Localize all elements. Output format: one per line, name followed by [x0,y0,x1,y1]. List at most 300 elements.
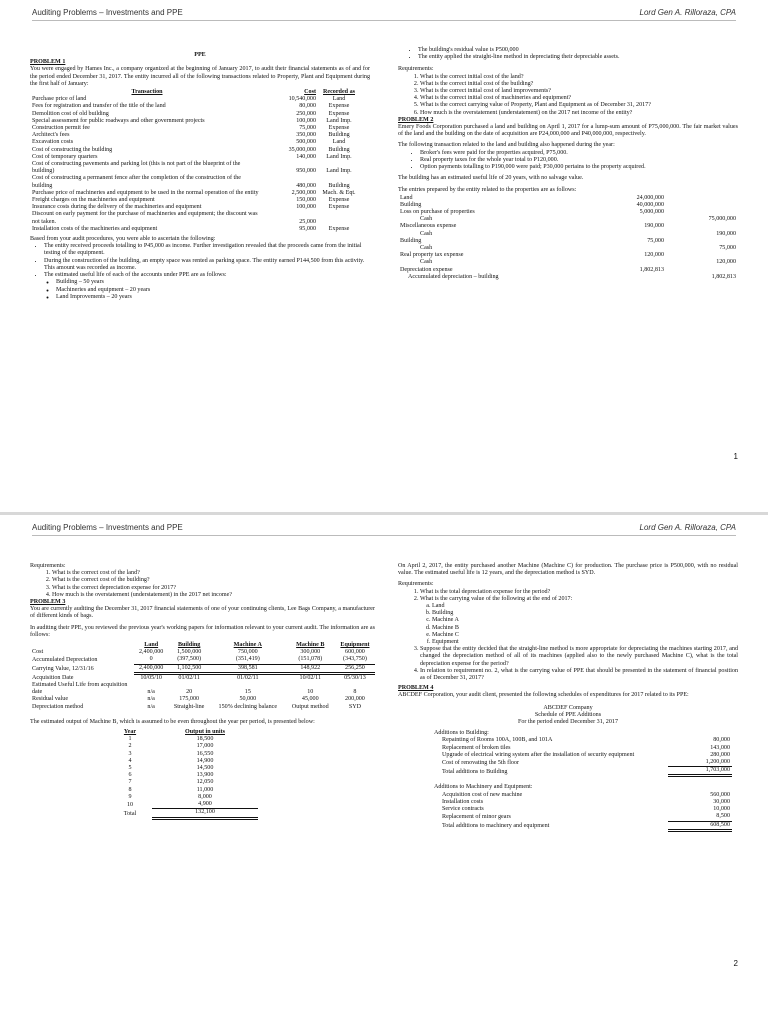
tx-cell-cost: 100,000 [296,204,316,211]
table-row [398,195,738,202]
output-year: 3 [128,750,132,757]
tx-cell-recorded: Expense [328,204,350,211]
table-row [432,806,732,813]
problem-2-entries-intro: The entries prepared by the entity related to the properties are as follows: [398,187,577,194]
table-row [108,736,258,743]
tx-cell-cost: 25,000 [299,218,316,225]
requirements-title: Requirements: [398,581,434,588]
tx-cell-cost: 10,540,000 [288,96,316,103]
entry-credit [666,267,738,274]
table-row [432,799,732,806]
table-row [108,758,258,765]
requirement-sub-item: c. Machine A [432,617,738,624]
entry-debit: 190,000 [644,223,664,230]
table-row [432,745,732,752]
requirement-item: 1. What is the correct initial cost of the land? [420,74,738,81]
entry-debit [592,216,666,223]
ppe-cell: 175,000 [179,696,200,703]
table-row [30,111,360,118]
useful-life-item: ◦ Machineries and equipment – 20 years [56,287,370,294]
problem-2-bullet: • Option payments totalling to P190,000 were paid; P30,000 pertains to the property acquired. [420,164,738,171]
entry-debit [592,259,666,266]
tx-cell-cost: 250,000 [296,110,316,117]
tx-cell-transaction: Cost of constructing pavements and parking lot (this is not part of the blueprint of the building) [32,161,241,175]
table-row [432,752,732,759]
header-left: Auditing Problems – Investments and PPE [32,523,183,532]
output-total-value: 132,100 [152,809,258,818]
tx-cell-recorded [318,211,360,225]
table-row [398,245,738,252]
tx-cell-recorded: Land Imp. [326,117,352,124]
requirement-item: 4. In relation to requirement no. 2, what is the carrying value of PPE that should be presented in the statement of financial position as of December 31, 2017? [420,668,738,682]
requirement-item: 3. What is the correct depreciation expense for 2017? [52,585,375,592]
useful-life-item: ◦ Land Improvements – 20 years [56,294,370,301]
tx-cell-transaction: Cost of constructing a permanent fence after the completion of the construction of the building [32,175,241,189]
entry-credit [666,209,738,216]
entry-account: Cash [420,259,433,266]
requirements-title: Requirements: [30,563,66,569]
tx-cell-recorded: Mach. & Eqt. [322,189,356,196]
problem-2-intro: Emery Foods Corporation purchased a land and building on April 1, 2017 for a lump-sum amount of P75,000,000. The fair market values of the land and the building on the date of acquisition are P24,000,000 and P40,000,000, respectively. [398,124,738,138]
output-units: 14,900 [196,757,214,764]
ppe-cell: 2,400,000 [138,649,164,656]
requirement-item: 5. What is the correct carrying value of Property, Plant and Equipment as of December 31, 2017? [420,102,738,109]
table-row [108,794,258,801]
building-additions-table [432,730,732,777]
tx-cell-cost: 100,000 [296,117,316,124]
output-year: 4 [128,757,132,764]
schedule-amount: 560,000 [710,791,730,798]
ppe-header: Building [177,642,201,649]
entry-credit [666,252,738,259]
entry-credit [666,195,738,202]
table-row [30,682,375,696]
table-row [30,649,375,656]
tx-cell-recorded: Expense [328,125,350,132]
schedule-item: Total additions to machinery and equipment [442,823,550,829]
output-units: 4,900 [198,801,212,808]
entry-credit: 190,000 [716,230,736,237]
tx-cell-recorded: Building [328,132,350,139]
table-row [398,238,738,245]
entry-credit [666,238,738,245]
ppe-cell: (343,750) [335,656,375,664]
table-row [398,267,738,274]
output-year: 8 [128,786,132,793]
entry-account: Miscellaneous expense [400,223,457,230]
ppe-cell: 20 [186,689,193,696]
tx-cell-transaction: Special assessment for public roadways and other government projects [32,117,205,124]
problem-3-intro-2: In auditing their PPE, you reviewed the previous year's working papers for information relevant to your current audit. The information are as follows: [30,624,375,638]
ppe-header: Equipment [340,642,370,649]
journal-entries-table [398,195,738,281]
output-year: 10 [126,801,134,808]
tx-cell-transaction: Demolition cost of old building [32,110,109,117]
ppe-cell: 0 [134,656,168,664]
page-2 [0,515,768,1024]
entry-debit [592,245,666,252]
schedule-item: Upgrade of electrical wiring system after the installation of security equipment [442,751,635,758]
table-row [30,154,360,161]
machinery-additions-table [432,784,732,831]
ppe-cell: (351,419) [210,656,286,664]
ppe-cell: 398,581 [210,664,286,673]
schedule-item: Replacement of broken tiles [442,744,511,751]
schedule-amount: 10,000 [713,806,730,813]
entry-debit: 24,000,000 [636,194,664,201]
ppe-cell: n/a [147,703,155,710]
tx-cell-recorded: Land [332,96,346,103]
ppe-cell: 10/02/11 [299,674,321,681]
transaction-table [30,89,360,233]
machine-c-intro: On April 2, 2017, the entity purchased another Machine (Machine C) for production. The purchase price is P500,000, with no residual value. The estimated useful life is 12 years, and the depreciation method is SYD. [398,563,738,577]
table-row [108,751,258,758]
requirement-text: What is the carrying value of the following at the end of 2017: [420,595,573,602]
schedule-item: Installation costs [442,798,484,805]
tx-cell-transaction: Purchase price of land [32,96,87,103]
audit-bullet-text: The estimated useful life of each of the accounts under PPE are as follows: [44,272,227,279]
entry-debit [592,231,666,238]
tx-cell-recorded: Expense [328,225,350,232]
page-header [32,8,736,21]
output-year: 2 [128,743,132,750]
ppe-row-label: Acquisition Date [32,674,74,681]
tx-cell-cost: 75,000 [299,125,316,132]
schedule-amount: 280,000 [710,751,730,758]
doc-title: PPE [194,52,206,58]
table-row [30,211,360,225]
tx-cell-transaction: Freight charges on the machineries and equipment [32,197,155,204]
entry-credit [666,223,738,230]
page-number: 2 [733,959,738,968]
problem-2-life: The building has an estimated useful life of 20 years, with no salvage value. [398,175,584,182]
tx-cell-transaction: Construction permit fee [32,125,90,132]
problem-3-title: PROBLEM 3 [30,599,66,606]
table-row [432,759,732,767]
tx-cell-recorded: Land Imp. [326,168,352,175]
problem-2-bullet: • Real property taxes for the whole year total to P120,000. [420,157,738,164]
page1-left-column [30,52,370,301]
tx-cell-transaction: Discount on early payment for the purchase of machineries and equipment; the discount was not taken. [32,211,258,225]
output-header-year: Year [123,729,137,736]
tx-cell-transaction: Architect's fees [32,132,70,139]
ppe-row-label: Cost [32,649,44,656]
table-row [432,792,732,799]
output-year: 1 [128,736,132,743]
table-row [30,103,360,110]
output-units: 16,550 [196,750,214,757]
ppe-cell: 45,000 [301,696,319,703]
ppe-cell: 750,000 [237,649,258,656]
ppe-cell: 01/02/11 [178,674,200,681]
table-row [30,132,360,139]
audit-bullet: • The entity received proceeds totalling to P45,000 as income. Further investigation revealed that the proceeds came from the initial testing of the equipment. [44,243,370,257]
table-row [398,202,738,209]
requirement-item: 1. What is the total depreciation expense for the period? [420,589,738,596]
output-header-units: Output in units [185,729,225,736]
table-row [30,664,375,673]
tx-cell-cost: 2,500,000 [291,189,316,196]
tx-cell-transaction: Cost of constructing the building [32,146,113,153]
ppe-cell: 2,400,000 [134,664,168,673]
entry-account: Building [400,237,422,244]
tx-cell-cost: 95,000 [299,225,316,232]
requirement-item: 3. Suppose that the entity decided that the straight-line method is more appropriate for depreciating the machines starting 2017, and changed the depreciation method of all of its machines (applied also to the newly purchased Machine C), what is the total depreciation expense for the period? [420,646,738,668]
ppe-cell: 05/30/13 [344,674,366,681]
ppe-cell: 15 [244,689,251,696]
ppe-cell: 10 [307,689,314,696]
tx-cell-recorded: Building [328,182,350,189]
header-right: Lord Gen A. Rilloraza, CPA [639,8,736,17]
ppe-row-label: Depreciation method [32,703,84,710]
tx-cell-cost: 80,000 [299,103,316,110]
table-row [398,259,738,266]
entry-debit: 75,000 [647,237,664,244]
ppe-row-label: Residual value [32,696,69,703]
output-table [108,729,258,819]
entry-credit: 120,000 [716,259,736,266]
tx-cell-recorded: Land [332,139,346,146]
output-year: 6 [128,772,132,779]
tx-header-cost: Cost [304,89,316,96]
entry-account: Depreciation expense [400,266,453,273]
table-row [30,125,360,132]
requirement-sub-item: a. Land [432,603,738,610]
audit-intro: Based from your audit procedures, you were able to ascertain the following: [30,236,216,243]
tx-cell-transaction: Cost of temporary quarters [32,153,98,160]
ppe-cell: 1,102,500 [168,664,210,673]
requirement-item: 3. What is the correct initial cost of land improvements? [420,88,738,95]
requirement-item: 4. How much is the overstatement (understatement) in the 2017 net income? [52,592,375,599]
table-row [30,675,375,682]
entry-credit [666,202,738,209]
requirement-sub-item: d. Machine B [432,625,738,632]
table-row [398,274,738,281]
ppe-cell: 50,000 [239,696,257,703]
tx-header-transaction: Transaction [131,89,163,96]
table-row [108,801,258,809]
problem-2-title: PROBLEM 2 [398,116,434,123]
ppe-header [30,642,134,649]
tx-cell-transaction: Installation costs of the machineries and equipment [32,225,158,232]
machinery-additions-head: Additions to Machinery and Equipment: [434,784,533,791]
header-left: Auditing Problems – Investments and PPE [32,8,183,17]
tx-cell-cost: 950,000 [296,168,316,175]
requirement-sub-item: e. Machine C [432,632,738,639]
schedule-amount: 143,000 [710,744,730,751]
schedule-amount: 1,703,000 [668,767,732,776]
requirement-item [420,596,738,646]
output-units: 17,000 [196,743,214,750]
table-row [108,772,258,779]
ppe-cell: 300,000 [300,649,321,656]
tx-cell-cost: 140,000 [296,153,316,160]
ppe-table [30,642,375,711]
entry-account: Cash [420,245,433,252]
table-row [30,190,360,197]
ppe-header: Machine B [296,642,325,649]
tx-cell-recorded: Expense [328,110,350,117]
requirement-item: 4. What is the correct initial cost of machineries and equipment? [420,95,738,102]
table-row [30,139,360,146]
tx-cell-recorded: Building [328,146,350,153]
ppe-cell: 256,250 [335,664,375,673]
entry-debit: 120,000 [644,252,664,259]
ppe-cell: 10/05/10 [140,674,162,681]
method-bullet: • The entity applied the straight-line method in depreciating their depreciable assets. [418,54,738,61]
table-row [108,779,258,786]
problem-1-title: PROBLEM 1 [30,59,66,66]
tx-cell-cost: 350,000 [296,132,316,139]
schedule-item: Repainting of Rooms 100A, 100B, and 101A [442,737,553,744]
schedule-company: ABCDEF Company [543,704,593,711]
table-row [30,175,360,189]
tx-cell-cost: 480,000 [296,182,316,189]
requirement-item: 2. What is the correct cost of the building? [52,577,375,584]
output-units: 18,500 [196,736,214,743]
useful-life-item: ◦ Building – 50 years [56,279,370,286]
page-header [32,523,736,536]
requirement-item: 1. What is the correct cost of the land? [52,570,375,577]
table-row [30,118,360,125]
requirement-item: 6. How much is the overstatement (understatement) on the 2017 net income of the entity? [420,110,738,117]
entry-debit: 5,000,000 [639,209,664,216]
problem-2-tx-intro: The following transaction related to the land and building also happened during the year: [398,142,615,149]
tx-cell-transaction: Purchase price of machineries and equipment to be used in the normal operation of the entity [32,189,259,196]
page2-left-column [30,563,375,820]
output-year: 7 [128,779,132,786]
requirement-sub-item: f. Equipment [432,639,738,646]
ppe-cell: 150% declining balance [218,703,278,710]
page1-right-column [398,47,738,281]
tx-cell-recorded: Expense [328,103,350,110]
schedule-amount: 608,500 [668,821,732,830]
schedule-item: Service contracts [442,806,484,813]
table-row [108,765,258,772]
ppe-row-label: Estimated Useful Life from acquisition date [32,682,128,696]
tx-cell-transaction: Excavation costs [32,139,74,146]
schedule-amount: 30,000 [713,798,730,805]
table-row [432,821,732,830]
entry-account: Land [400,194,413,201]
ppe-cell: n/a [147,689,155,696]
requirement-item: 2. What is the correct initial cost of the building? [420,81,738,88]
problem-2-bullet: • Broker's fees were paid for the properties acquired, P75,000. [420,150,738,157]
ppe-cell: Straight-line [173,703,205,710]
entry-debit [592,274,666,281]
schedule-period: For the period ended December 31, 2017 [517,719,618,726]
ppe-cell: n/a [147,696,155,703]
tx-cell-recorded: Expense [328,197,350,204]
ppe-row-label: Carrying Value, 12/31/16 [32,666,94,673]
problem-1-intro: You were engaged by Hames Inc., a company organized at the beginning of January 2017, to audit their financial statements as of and for the period ended December 31, 2017. The entity incurred all of the following transactions related to Property, Plant and Equipment during the first half of January: [30,66,370,87]
ppe-cell: (151,078) [286,656,335,664]
table-row [30,161,360,175]
table-row [30,147,360,154]
ppe-cell: Output method [291,703,329,710]
page-number: 1 [733,452,738,461]
output-units: 14,500 [196,765,214,772]
problem-4-title: PROBLEM 4 [398,685,434,692]
table-row [398,252,738,259]
ppe-cell: 8 [353,689,357,696]
output-total-label: Total [123,810,137,817]
entry-credit: 75,000 [719,245,736,252]
audit-bullet [44,272,370,301]
schedule-amount: 1,200,000 [668,759,732,767]
entry-account: Cash [420,230,433,237]
entry-debit: 1,802,813 [639,266,664,273]
table-row [432,737,732,744]
entry-credit: 75,000,000 [708,216,736,223]
table-row [432,767,732,776]
schedule-title: Schedule of PPE Additions [534,711,602,718]
schedule-item: Cost of renovating the 5th floor [442,759,520,766]
ppe-cell: 148,922 [286,664,335,673]
schedule-item: Acquisition cost of new machine [442,791,523,798]
entry-debit: 40,000,000 [636,201,664,208]
entry-account: Building [400,201,422,208]
table-row [30,226,360,233]
output-year: 9 [128,793,132,800]
entry-account: Cash [420,216,433,223]
ppe-cell: 600,000 [345,649,365,656]
output-year: 5 [128,765,132,772]
table-row [432,813,732,821]
table-row [398,216,738,223]
schedule-item: Replacement of minor gears [442,813,511,820]
output-units: 8,000 [198,793,212,800]
tx-cell-cost: 150,000 [296,197,316,204]
audit-bullet: • During the construction of the building, an empty space was rented as parking space. The entity earned P144,500 from this activity. This amount was recorded as income. [44,258,370,272]
output-units: 12,050 [196,779,214,786]
building-additions-head: Additions to Building: [434,730,489,737]
table-row [108,743,258,750]
tx-cell-cost: 35,000,000 [288,146,316,153]
table-row [30,704,375,711]
table-row [398,231,738,238]
tx-header-recorded: Recorded as [323,89,355,96]
ppe-cell: SYD [348,703,362,710]
ppe-cell: 200,000 [345,696,365,703]
residual-bullet: • The building's residual value is P500,000 [418,47,738,54]
entry-account: Real property tax expense [400,252,464,259]
table-row [30,656,375,664]
ppe-header: Machine A [233,642,262,649]
tx-cell-cost: 500,000 [296,139,316,146]
entry-account: Loss on purchase of properties [400,209,475,216]
machine-b-intro: The estimated output of Machine B, which is assumed to be even throughout the year per period, is presented below: [30,718,315,725]
problem-3-intro: You are currently auditing the December 31, 2017 financial statements of one of your continuing clients, Lee Bags Company, a manufacturer of different kinds of bags. [30,606,375,620]
ppe-cell: 1,500,000 [176,649,202,656]
output-units: 13,900 [196,772,214,779]
tx-cell-recorded: Land Imp. [326,153,352,160]
table-row [108,787,258,794]
table-row [398,209,738,216]
header-right: Lord Gen A. Rilloraza, CPA [639,523,736,532]
schedule-item: Total additions to Building [442,768,508,775]
page2-right-column [398,563,738,832]
table-row [30,696,375,703]
schedule-amount: 80,000 [713,737,730,744]
ppe-row-label: Accumulated Depreciation [32,656,98,663]
schedule-amount: 8,500 [668,813,732,821]
table-row [398,223,738,230]
ppe-cell: 01/02/11 [237,674,259,681]
tx-cell-transaction: Insurance costs during the delivery of the machineries and equipment [32,204,202,211]
requirements-title: Requirements: [398,66,434,73]
tx-cell-transaction: Fees for registration and transfer of the title of the land [32,103,166,110]
